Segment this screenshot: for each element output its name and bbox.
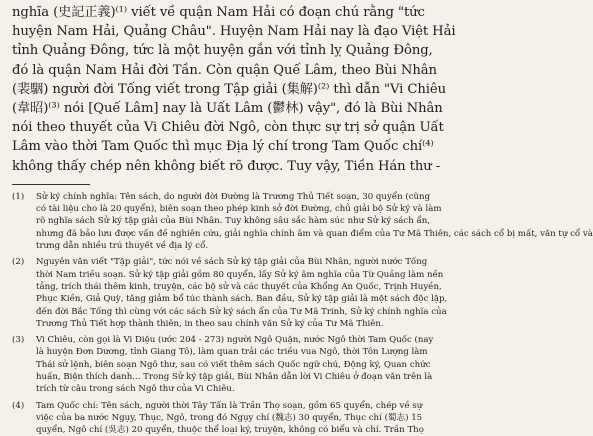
footnote-3 (12, 334, 434, 395)
footnote-number: (4) (12, 400, 25, 411)
main-line: tỉnh Quảng Đông, tức là một huyện gắn với tỉnh lỵ Quảng Đông, (12, 43, 433, 59)
footnote-line: Trương Thủ Tiết hợp thành thiên, in theo sau chính văn Sử ký của Tư Mã Thiên. (36, 318, 384, 329)
footnotes (12, 191, 593, 436)
footnote-line: huấn, Biện thích danh... Trong Sử ký tập giải, Bùi Nhân dẫn lời Vi Chiêu ở đoạn văn trên là (36, 371, 433, 382)
main-line: đó là quận Nam Hải đời Tần. Còn quận Quế Lâm, theo Bùi Nhân (12, 62, 437, 78)
footnote-line: tảng, trích thái thêm kinh, truyện, các bộ sử và các thuyết của Khổng An Quốc, Trịnh Huyền, (36, 281, 442, 292)
footnote-line: nhưng đã bảo lưu được vấn đề nghiên cứu, giải nghĩa chính âm và quan điểm của Tư Mã Thiên, các sách cổ bị mất, văn tự cổ và (36, 228, 593, 239)
footnote-line: trích từ câu trong sách Ngô thư của Vi Chiêu. (36, 384, 235, 395)
main-line: nói theo thuyết của Vi Chiêu đời Ngô, còn thực sự trị sở quận Uất (12, 120, 444, 136)
main-line: (韋昭)⁽³⁾ nói [Quế Lâm] nay là Uất Lâm (鬱林) vậy", đó là Bùi Nhân (12, 101, 443, 117)
footnote-number: (2) (12, 257, 25, 268)
footnote-line: trưng dẫn nhiều trú thuyết về địa lý cổ. (36, 241, 209, 252)
main-line: Lâm vào thời Tam Quốc thì mục Địa lý chí trong Tam Quốc chí⁽⁴⁾ (12, 139, 434, 155)
main-line: không thấy chép nên không biết rõ được. Tuy vậy, Tiền Hán thư - (12, 158, 441, 174)
footnote-line: rõ nghĩa sách Sử ký tập giải của Bùi Nhân. Tuy không sâu sắc hàm súc như Sử ký sách ẩn, (36, 216, 430, 227)
footnote-text (36, 334, 433, 395)
footnote-divider (12, 184, 90, 185)
footnote-line: Phục Kiền, Giả Quỳ, tăng giảm bổ túc thành sách. Ban đầu, Sử ký tập giải là một sách độc lập, (36, 294, 448, 305)
footnote-1 (12, 191, 593, 252)
main-line: nghĩa (史記正義)⁽¹⁾ viết về quận Nam Hải có đoạn chú rằng "tức (12, 5, 425, 20)
footnote-number: (1) (12, 191, 25, 202)
footnote-line: Sử ký chính nghĩa: Tên sách, do người đời Đường là Trương Thủ Tiết soạn, 30 quyển (cũng (36, 191, 431, 202)
footnote-line: Tam Quốc chí: Tên sách, người thời Tây Tấn là Trần Thọ soạn, gồm 65 quyển, chép về sự (36, 400, 423, 411)
footnote-text (36, 400, 424, 436)
footnote-line: Vi Chiêu, còn gọi là Vi Diệu (ước 204 - 273) người Ngô Quận, nước Ngô thời Tam Quốc (nay (36, 335, 434, 346)
footnote-line: Nguyên văn viết "Tập giải", tức nói về sách Sử ký tập giải của Bùi Nhân, người nước Tống (36, 257, 428, 268)
footnote-2 (12, 256, 448, 330)
footnote-line: là huyện Đơn Dương, tỉnh Giang Tô), làm quan trải các triều vua Ngô, thời Tôn Lượng làm (36, 347, 428, 358)
main-line: huyện Nam Hải, Quảng Châu". Huyện Nam Hải nay là đạo Việt Hải (12, 24, 456, 40)
footnote-line: Thái sử lệnh, biên soạn Ngô thư, sau có viết thêm sách Quốc ngữ chú, Động ký, Quan chức (36, 359, 431, 370)
footnote-4 (12, 400, 424, 436)
footnote-line: thời Nam triều soạn. Sử ký tập giải gồm 80 quyển, lấy Sử ký âm nghĩa của Từ Quảng làm nền (36, 269, 444, 280)
main-line: (裴駰) người đời Tống viết trong Tập giải (集解)⁽²⁾ thì dẫn "Vi Chiêu (12, 81, 446, 97)
footnote-line: có tài liệu cho là 20 quyển), biên soạn theo phép kinh sở đời Đường, chủ giải bộ Sử ký và làm (36, 204, 442, 215)
footnote-line: đến đời Bắc Tống thì cùng với các sách Sử ký sách ẩn của Tư Mã Trinh, Sử ký chính nghĩa của (36, 306, 447, 317)
footnote-line: quyển, Ngô chí (吳志) 20 quyển, thuộc thể loại ký, truyện, không có biểu và chí. Trần Thọ (36, 425, 424, 436)
footnote-text (36, 256, 447, 330)
main-paragraph (12, 3, 456, 176)
footnote-text (36, 191, 593, 252)
footnote-number: (3) (12, 335, 25, 346)
footnote-line: việc của ba nước Ngụy, Thục, Ngô, trong đó Ngụy chí (魏志) 30 quyển, Thục chí (蜀志) 15 (36, 412, 423, 423)
